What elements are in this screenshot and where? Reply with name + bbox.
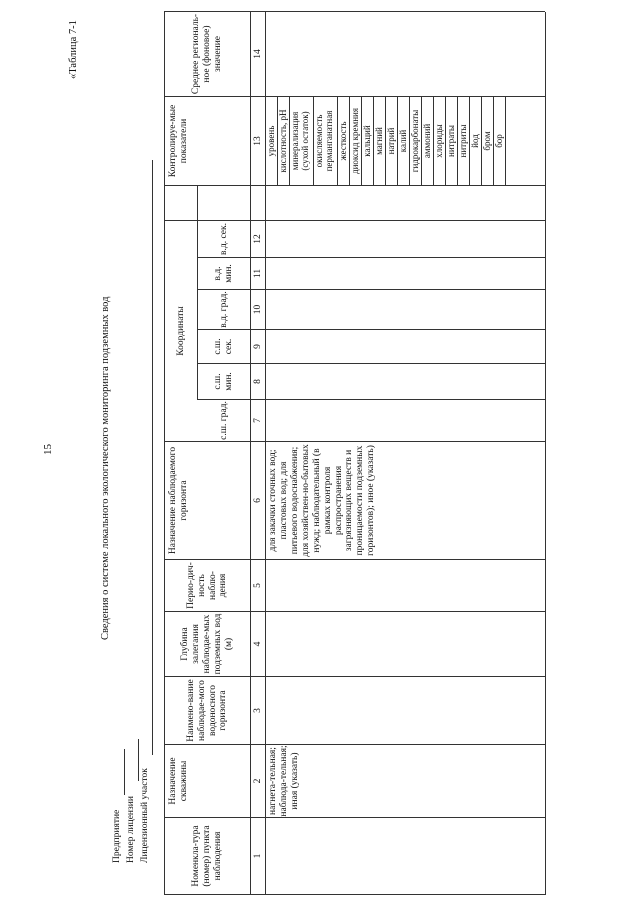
indicators-list xyxy=(266,97,506,185)
header-col-6: Назначение наблюдаемого горизонта xyxy=(168,446,189,555)
indicator-item: калий xyxy=(398,97,410,185)
indicator-item: аммоний xyxy=(422,97,434,185)
license-area-label: Лицензионный участок xyxy=(140,768,150,863)
indicator-item: нитриты xyxy=(458,97,470,185)
indicator-item: натрий xyxy=(386,97,398,185)
col-number-9: 9 xyxy=(252,344,263,349)
col-number-6: 6 xyxy=(252,498,263,503)
indicator-item: уровень xyxy=(266,97,278,185)
enterprise-underline xyxy=(124,749,125,795)
col-number-11: 11 xyxy=(252,268,263,279)
col-number-5: 5 xyxy=(252,583,263,588)
indicator-item: окисляемость перманганатная xyxy=(314,97,338,185)
header-col-3: Наимено-вание наблюдае-мого водоносного горизонта xyxy=(185,679,229,742)
col-number-4: 4 xyxy=(252,641,263,647)
col-number-1: 1 xyxy=(252,853,263,859)
header-col-9: с.ш. сек. xyxy=(213,338,234,355)
col-number-8: 8 xyxy=(252,379,263,384)
col-number-10: 10 xyxy=(252,304,263,315)
indicator-item: гидрокарбонаты xyxy=(410,97,422,185)
header-col-7: с.ш. град. xyxy=(218,401,229,440)
header-col-10: в.д. град. xyxy=(218,291,229,328)
header-col-13: Контролируе-мые показатели xyxy=(168,104,189,178)
indicator-item: диоксид кремния xyxy=(350,97,362,185)
table-label: «Таблица 7-1 xyxy=(68,20,79,79)
col-number-blank xyxy=(251,186,265,220)
col-number-12: 12 xyxy=(252,234,263,244)
indicator-item: нитраты xyxy=(446,97,458,185)
col-number-2: 2 xyxy=(252,778,263,784)
indicator-item: бор xyxy=(494,97,506,185)
indicator-item: кислотность, pH xyxy=(278,97,290,185)
page-number: 15 xyxy=(42,444,54,455)
license-number-label: Номер лицензии xyxy=(126,796,136,863)
header-col-2: Назначение скважины xyxy=(168,757,189,805)
indicator-item: жесткость xyxy=(338,97,350,185)
well-purpose-text: нагнета-тельная; наблюда-тельная; иная (указать) xyxy=(268,745,300,817)
license-number-underline xyxy=(138,739,139,781)
header-col-1: Номенкла-тура (номер) пункта наблюдения xyxy=(191,825,223,887)
col-number-7: 7 xyxy=(252,418,263,423)
indicator-item: бром xyxy=(482,97,494,185)
col-number-13: 13 xyxy=(252,136,263,146)
header-col-4: Глубина залегания наблюдае-мых подземных вод (м) xyxy=(180,613,234,675)
indicator-item: йод xyxy=(470,97,482,185)
header-col-11: в.д. мин. xyxy=(213,264,234,283)
indicator-item: минерализация (сухой остаток) xyxy=(290,97,314,185)
indicator-item: хлориды xyxy=(434,97,446,185)
header-col-14: Среднее региональ-ное (фоновое) значение xyxy=(191,13,223,95)
enterprise-label: Предприятие xyxy=(112,809,122,863)
indicator-item: магний xyxy=(374,97,386,185)
header-col-12: в.д. сек. xyxy=(218,223,229,255)
coordinates-group-header: Координаты xyxy=(175,306,186,356)
col-number-14: 14 xyxy=(252,49,263,59)
header-col-8: с.ш. мин. xyxy=(213,372,234,391)
col-number-3: 3 xyxy=(252,708,263,713)
license-area-underline xyxy=(152,160,153,755)
horizon-purpose-text: для закачки сточных вод; пластовых вод; для питьевого водоснабжения; для хозяйствен-но-бытовых нужд; наблюдательный (в рамках контроля распространения загрязняющих веществ и проницаемости подземных горизонтов); иное (указать) xyxy=(268,444,377,557)
form-title: Сведения о системе локального экологического мониторинга подземных вод xyxy=(100,296,111,640)
header-col-5: Перио-дич-ность наблю-дения xyxy=(185,562,229,609)
indicator-item: кальций xyxy=(362,97,374,185)
